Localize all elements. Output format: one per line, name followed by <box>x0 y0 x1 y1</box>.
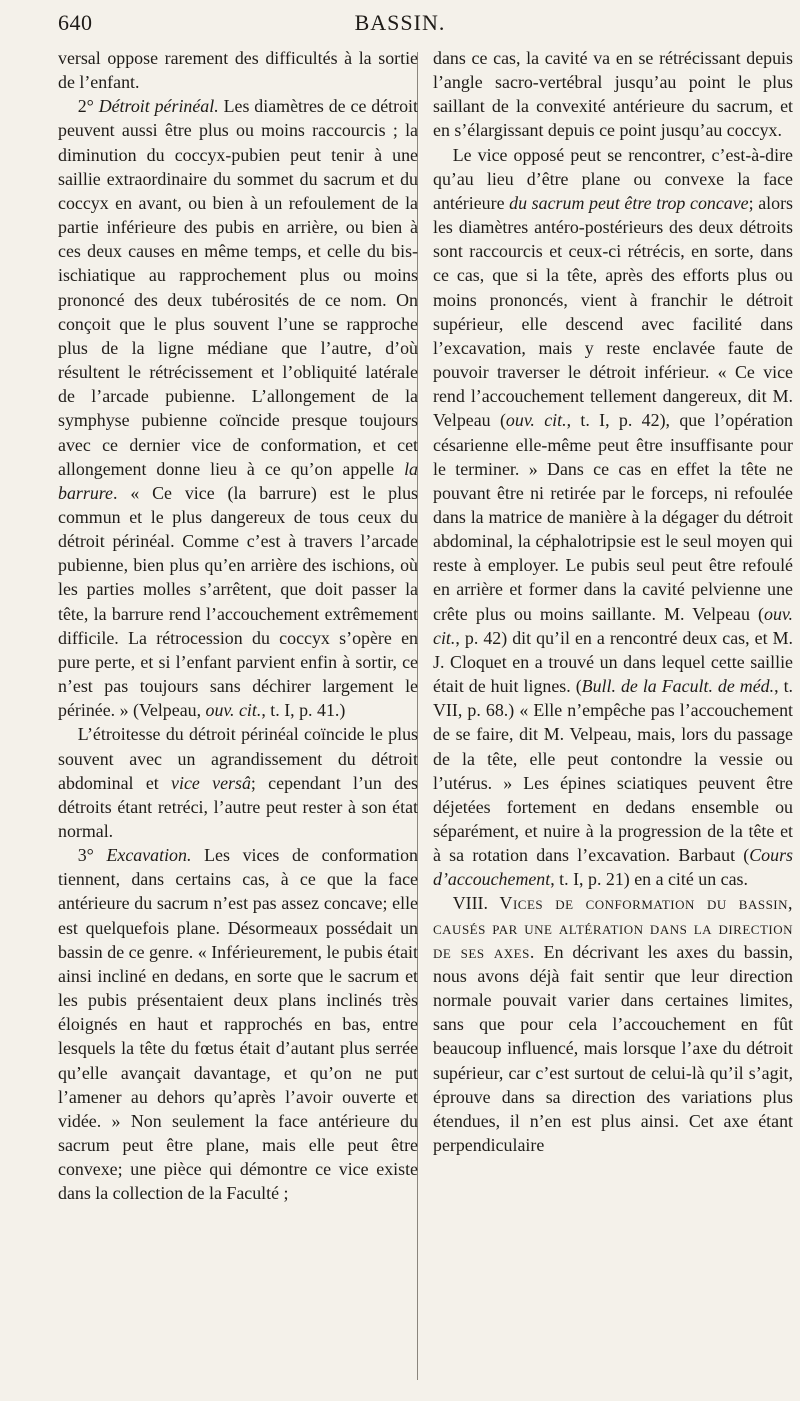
section-title: Excavation. <box>106 845 192 866</box>
section-number: 3° <box>77 845 107 866</box>
left-column <box>58 46 418 1206</box>
text-run: Les diamètres de ce détroit peuvent aussi être plus ou moins raccourcis ; la diminution du coccyx-pubien peut tenir à une saillie extraordinaire du sommet du sacrum et du coccyx en avant, ou bien à un refoulement de la partie inférieure des pubis en arrière, ou bien à ces deux causes en même temps, et celle du bis-ischiatique au rapprochement plus ou moins prononcé des deux tubérosités de ce nom. On conçoit que le plus souvent l’une se rapproche plus de la ligne médiane que l’autre, d’où résultent le rétrécissement et l’obliquité latérale de l’arcade pubienne. L’allongement de la symphyse pubienne coïncide presque toujours avec ce dernier vice de conformation, et cet allongement donne lieu à ce qu’on appelle <box>58 96 418 479</box>
paragraph <box>58 843 418 1205</box>
text-run: , t. I, p. 42), que l’opération césarienne elle-même peut être insuffisante pour le terminer. » Dans ce cas en effet la tête ne pouvant être ni retirée par le forceps, ni refoulée dans la matrice de manière à la dégager du détroit abdominal, la céphalotripsie est le seul moyen qui reste à employer. Le pubis seul peut être refoulé en arrière et former dans la cavité pelvienne une crête plus ou moins saillante. M. Velpeau ( <box>433 410 793 624</box>
text-run: . « Ce vice (la barrure) est le plus commun et le plus dangereux de tous ceux du détroit périnéal. Comme c’est à travers l’arcade pubienne, bien plus qu’en arrière des ischions, où les parties molles s’arrêtent, que doit passer la tête, la barrure rend l’accouchement extrêmement difficile. La rétrocession du coccyx s’opère en pure perte, et si l’enfant parvient enfin à sortir, ce n’est pas toujours sans déchirer largement le périnée. » (Velpeau, <box>58 482 418 721</box>
text-run: , p. 42) dit qu’il en a rencontré deux cas, et M. J. Cloquet en a trouvé un dans lequel cette saillie était de huit lignes. ( <box>433 627 793 697</box>
paragraph: versal oppose rarement des difficultés à la sortie de l’enfant. <box>58 48 418 93</box>
citation: Bull. de la Facult. de méd. <box>581 676 775 697</box>
section-number: VIII. <box>452 893 500 914</box>
text-run: En décrivant les axes du bassin, nous avons déjà fait sentir que leur direction normale pouvait varier dans certaines limites, sans que pour cela l’accouchement en fût beaucoup influencé, mais lorsque l’axe du détroit supérieur, car c’est surtout de celui-là qu’il s’agit, éprouve dans sa direction des variations plus étendues, il n’en est plus ainsi. Cet axe étant perpendiculaire <box>433 941 793 1156</box>
text-run: Les vices de conformation tiennent, dans certains cas, à ce que la face antérieure du sacrum n’est pas assez concave; elle est quelquefois plane. Désormeaux possédait un bassin de ce genre. « Inférieurement, le pubis était ainsi incliné en dedans, en sorte que le sacrum et les pubis présentaient deux plans inclinés très éloignés en haut et rapprochés en bas, entre lesquels la tête du fœtus était d’autant plus serrée qu’elle avançait davantage, et qu’on ne put l’amener au dehors qu’après l’avoir ouverte et vidée. » Non seulement la face antérieure du sacrum peut être plane, mais elle peut être convexe; une pièce qui démontre ce vice existe dans la collection de la Faculté ; <box>58 845 418 1204</box>
text-run: Le vice opposé peut se rencontrer, c’est-à-dire qu’au lieu d’être plane ou convexe la face antérieure <box>433 144 793 213</box>
running-title: BASSIN. <box>354 10 446 35</box>
right-column <box>433 46 793 1157</box>
text-run: , t. I, p. 41.) <box>261 700 346 721</box>
paragraph <box>58 722 418 843</box>
section-number: 2° <box>77 96 99 117</box>
citation: ouv. cit. <box>433 603 793 648</box>
paragraph <box>433 143 793 892</box>
italic-term: vice versâ <box>171 772 251 793</box>
text-run: L’étroitesse du détroit périnéal coïncide le plus souvent avec un agrandissement du détroit abdominal et <box>58 724 418 793</box>
section-heading: Vices de conformation du bassin, causés par une altération dans la direction de ses axes. <box>433 893 793 962</box>
italic-term: la barrure <box>58 458 418 503</box>
citation: Cours d’accouchement <box>433 845 793 890</box>
section-title: Détroit périnéal. <box>98 96 219 117</box>
text-run: ; cependant l’un des détroits étant retréci, l’autre peut rester à son état normal. <box>58 772 418 841</box>
paragraph: dans ce cas, la cavité va en se rétrécissant depuis l’angle sacro-vertébral jusqu’au point le plus saillant de la convexité antérieure du sacrum, et en s’élargissant depuis ce point jusqu’au coccyx. <box>433 48 793 141</box>
paragraph <box>58 94 418 722</box>
citation: ouv. cit. <box>505 410 567 431</box>
italic-term: du sacrum peut être trop concave <box>509 192 749 213</box>
page-number: 640 <box>58 10 93 35</box>
text-run: , t. VII, p. 68.) « Elle n’empêche pas l’accouchement de se faire, dit M. Velpeau, mais, lors du passage de la tête, elle peut contondre la vessie ou l’utérus. » Les épines sciatiques peuvent être déjetées fortement en dedans ensemble ou séparément, et nuire à la progression de la tête et à sa rotation dans l’excavation. Barbaut ( <box>433 676 794 866</box>
text-run: , t. I, p. 21) en a cité un cas. <box>550 869 748 890</box>
page-header <box>58 10 742 40</box>
text-run: ; alors les diamètres antéro-postérieurs des deux détroits sont raccourcis et ceux-ci rétrécis, en sorte, dans ce cas, que si la tête, après des efforts plus ou moins prononcés, vient à franchir le détroit supérieur, elle descend avec facilité dans l’excavation, mais y reste enclavée faute de pouvoir traverser le détroit inférieur. « Ce vice rend l’accouchement tellement dangereux, dit M. Velpeau ( <box>433 192 794 431</box>
paragraph <box>433 891 793 1157</box>
citation: ouv. cit. <box>205 700 262 721</box>
